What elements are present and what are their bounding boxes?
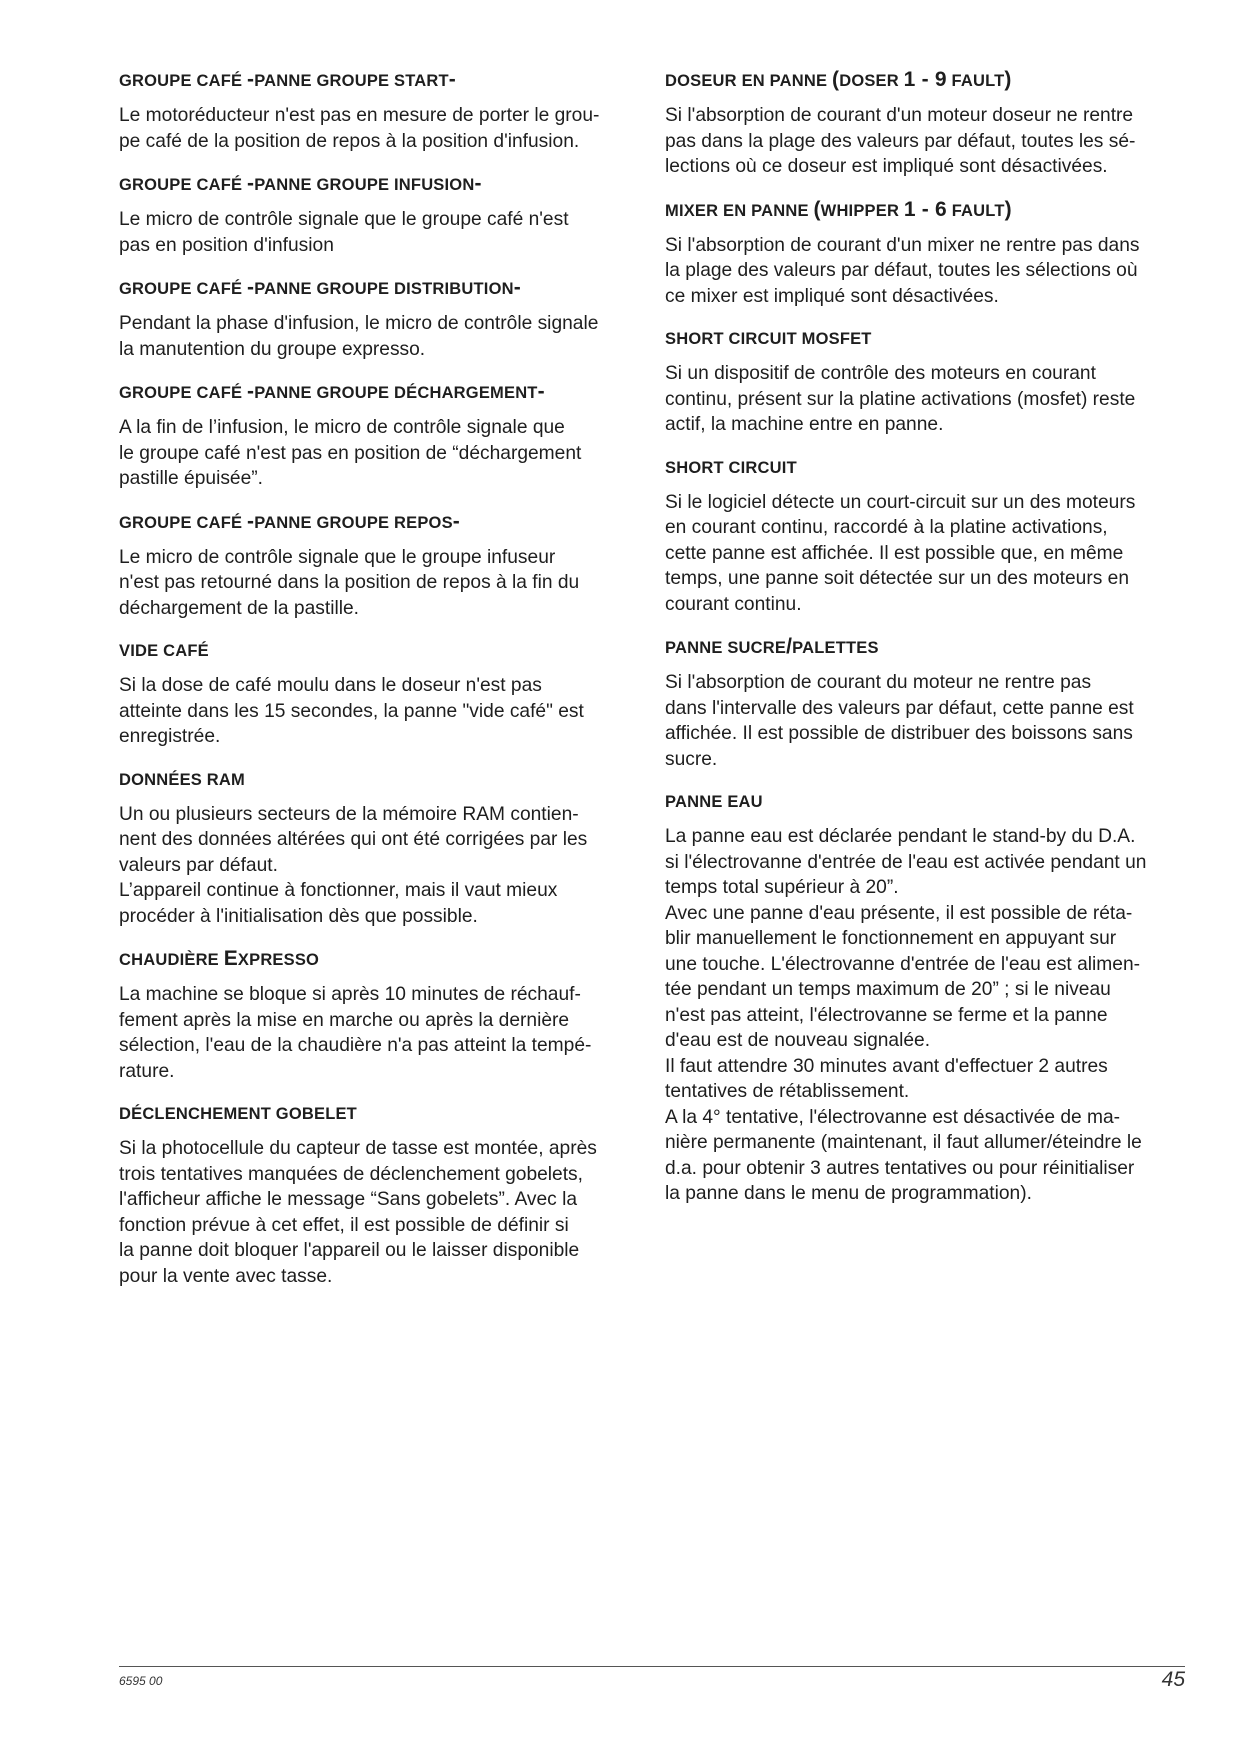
- section-declenchement-gobelet: [119, 1104, 639, 1289]
- section-text: Si l'absorption de courant du moteur ne rentre pas dans l'intervalle des valeurs par défaut, cette panne est affichée. Il est possible de distribuer des boissons sans sucre.: [665, 672, 1134, 770]
- section-text: A la fin de l’infusion, le micro de contrôle signale que le groupe café n'est pas en position de “déchargement pastille épuisée”.: [119, 417, 582, 489]
- section-short-circuit: [665, 458, 1195, 618]
- footer-divider: [119, 1666, 1185, 1667]
- document-code: 6595 00: [119, 1674, 163, 1688]
- section-heading: PANNE EAU: [665, 793, 763, 811]
- section-text: Si l'absorption de courant d'un moteur doseur ne rentre pas dans la plage des valeurs par défaut, toutes les sé- lections où ce doseur est impliqué sont désactivées.: [665, 105, 1136, 177]
- section-text: Le motoréducteur n'est pas en mesure de porter le grou- pe café de la position de repos à la position d'infusion.: [119, 105, 600, 152]
- section-text: La machine se bloque si après 10 minutes de réchauf- fement après la mise en marche ou après la dernière sélection, l'eau de la chaudière n'a pas atteint la tempé- rature.: [119, 984, 592, 1082]
- section-donnees-ram: [119, 770, 639, 930]
- section-heading: PANNE SUCRE/PALETTES: [665, 635, 879, 658]
- section-text: Pendant la phase d'infusion, le micro de contrôle signale la manutention du groupe expresso.: [119, 313, 599, 360]
- section-mixer-en-panne: [665, 197, 1195, 310]
- section-text: Si un dispositif de contrôle des moteurs en courant continu, présent sur la platine activations (mosfet) reste actif, la machine entre en panne.: [665, 363, 1136, 435]
- section-heading: SHORT CIRCUIT: [665, 458, 797, 477]
- section-groupe-infusion: [119, 174, 639, 258]
- page-number: 45: [1161, 1668, 1185, 1691]
- section-vide-cafe: [119, 641, 639, 750]
- section-groupe-repos: [119, 509, 639, 622]
- section-heading: VIDE CAFÉ: [119, 642, 209, 660]
- section-text: Si la photocellule du capteur de tasse est montée, après trois tentatives manquées de déclenchement gobelets, l'afficheur affiche le message “Sans gobelets”. Avec la fonction prévue à cet effet, il est possible de définir si la panne doit bloquer l'appareil ou le laisser disponible pour la vente avec tasse.: [119, 1138, 597, 1287]
- section-heading: MIXER EN PANNE (WHIPPER 1 - 6 FAULT): [665, 197, 1012, 221]
- section-text: Si le logiciel détecte un court-circuit sur un des moteurs en courant continu, raccordé à la platine activations, cette panne est affichée. Il est possible que, en même temps, une panne soit détectée sur un des moteurs en courant continu.: [665, 491, 1136, 615]
- section-heading: GROUPE CAFÉ -PANNE GROUPE REPOS-: [119, 509, 460, 533]
- section-text: Le micro de contrôle signale que le groupe café n'est pas en position d'infusion: [119, 209, 569, 256]
- section-short-circuit-mosfet: [665, 329, 1195, 438]
- section-text: Si la dose de café moulu dans le doseur n'est pas atteinte dans les 15 secondes, la panne "vide café" est enregistrée.: [119, 675, 584, 747]
- section-heading: GROUPE CAFÉ -PANNE GROUPE INFUSION-: [119, 172, 482, 195]
- section-heading: GROUPE CAFÉ -PANNE GROUPE START-: [119, 68, 456, 91]
- section-text: La panne eau est déclarée pendant le stand-by du D.A. si l'électrovanne d'entrée de l'eau est activée pendant un temps total supérieur à 20”. Avec une panne d'eau présente, il est possible de réta- blir manuellement le fonctionnement en appuyant sur une touche. L'électrovanne d'entrée de l'eau est alimen- tée pendant un temps maximum de 20” ; si le niveau n'est pas atteint, l'électrovanne se ferme et la panne d'eau est de nouveau signalée. Il faut attendre 30 minutes avant d'effectuer 2 autres tentatives de rétablissement. A la 4° tentative, l'électrovanne est désactivée de ma- nière permanente (maintenant, il faut allumer/éteindre le d.a. pour obtenir 3 autres tentatives ou pour réinitialiser la panne dans le menu de programmation).: [665, 826, 1147, 1204]
- section-text: Si l'absorption de courant d'un mixer ne rentre pas dans la plage des valeurs par défaut, toutes les sélections où ce mixer est impliqué sont désactivées.: [665, 234, 1140, 307]
- section-text: Le micro de contrôle signale que le groupe infuseur n'est pas retourné dans la position de repos à la fin du déchargement de la pastille.: [119, 546, 580, 619]
- section-heading: CHAUDIÈRE EXPRESSO: [119, 947, 320, 970]
- section-heading: SHORT CIRCUIT MOSFET: [665, 330, 872, 348]
- left-column: [119, 70, 639, 1309]
- section-panne-eau: [665, 792, 1195, 1207]
- section-text: Un ou plusieurs secteurs de la mémoire RAM contien- nent des données altérées qui ont été corrigées par les valeurs par défaut. L’appareil continue à fonctionner, mais il vaut mieux procéder à l'initialisation dès que possible.: [119, 803, 588, 927]
- section-groupe-start: [119, 70, 639, 154]
- section-heading: DOSEUR EN PANNE (DOSER 1 - 9 FAULT): [665, 68, 1012, 91]
- section-doseur-en-panne: [665, 70, 1195, 180]
- section-panne-sucre-palettes: [665, 637, 1195, 772]
- section-groupe-distribution: [119, 278, 639, 362]
- section-heading: GROUPE CAFÉ -PANNE GROUPE DISTRIBUTION-: [119, 276, 521, 299]
- section-heading: GROUPE CAFÉ -PANNE GROUPE DÉCHARGEMENT-: [119, 380, 545, 403]
- section-heading: DÉCLENCHEMENT GOBELET: [119, 1105, 357, 1123]
- section-heading: DONNÉES RAM: [119, 770, 245, 789]
- section-groupe-dechargement: [119, 382, 639, 492]
- right-column: [665, 70, 1195, 1227]
- section-chaudiere-expresso: [119, 949, 639, 1084]
